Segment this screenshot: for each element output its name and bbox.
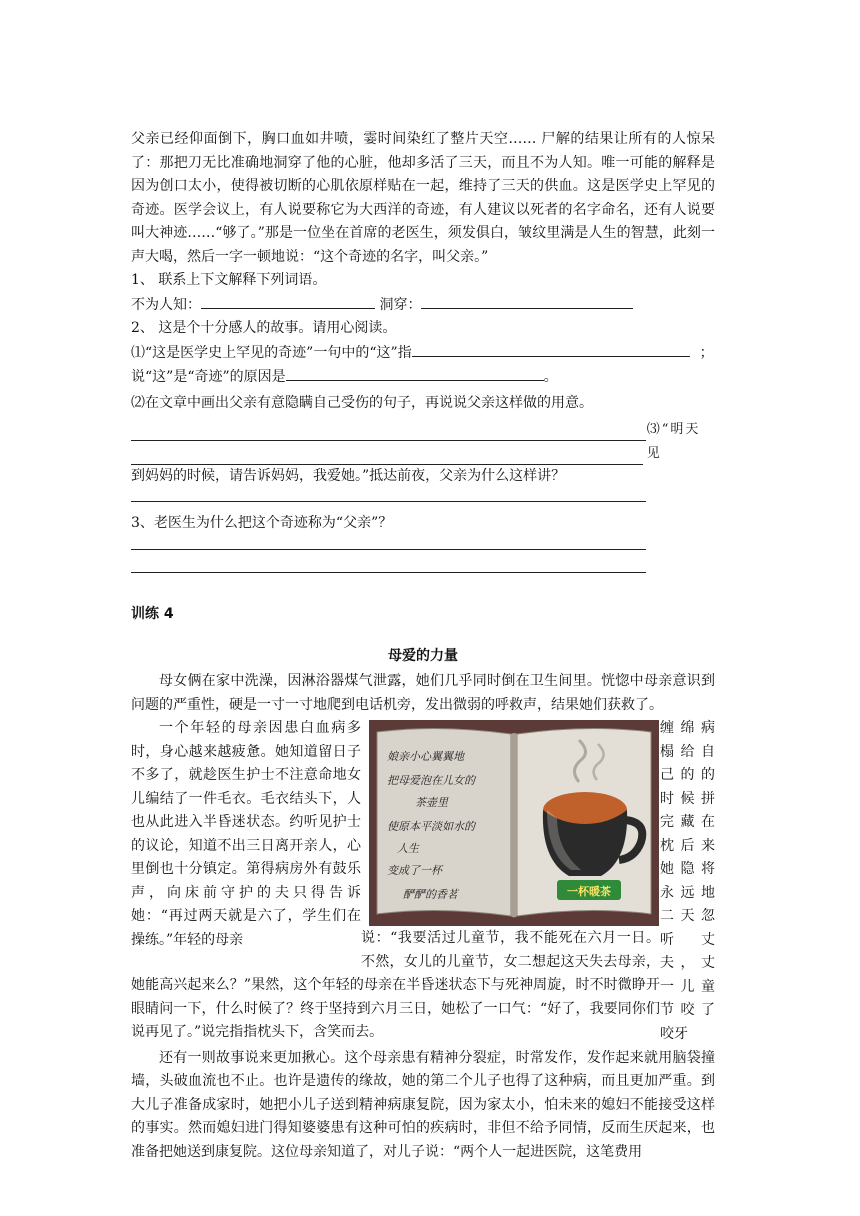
paragraph-2-right: 缠绵病榻给自己的的时候拼完藏在枕后来她隐将永远地二天忽听丈夫，丈一儿童节咬了咬牙 — [660, 720, 715, 1042]
paragraph-2-rest: 说：“我要活过儿童节，我不能死在六月一日。不然，女儿的儿童节，女二想起这天失去母亲，她能高兴起来么？”果然，这个年轻的母亲在半昏迷状态下与死神周旋，时不时微睁开眼睛问一下，什么时候了？终于坚持到六月三日，她松了一口气：“好了，我要同你们说再见了。”说完指指枕头下，含笑而去。 — [131, 930, 660, 1040]
poem-line-1: 娘亲小心翼翼地 — [387, 750, 464, 763]
question-2-1 — [131, 341, 715, 366]
answer-blank-2-1b[interactable] — [286, 365, 544, 381]
question-1: 1、 联系上下文解释下列词语。 — [131, 272, 327, 288]
question-2-1b-text: 说“这”是“奇迹”的原因是 — [131, 369, 286, 385]
paragraph-1: 母女俩在家中洗澡，因淋浴器煤气泄露，她们几乎同时倒在卫生间里。恍惚中母亲意识到问题的严重性，硬是一寸一寸地爬到电话机旁，发出微弱的呼救声，结果她们获救了。 — [131, 673, 715, 713]
paragraph-3: 还有一则故事说来更加揪心。这个母亲患有精神分裂症，时常发作，发作起来就用脑袋撞墙，头破血流也不止。也许是遗传的缘故，她的第二个儿子也得了这种病，而且更加严重。到大儿子准备成家时，她把小儿子送到精神病康复院，因为家太小，怕未来的媳妇不能接受这样的事实。然而媳妇进门得知婆婆患有这种可怕的疾病时，非但不给予同情，反而生厌起来，也准备把她送到康复院。这位母亲知道了，对儿子说：“两个人一起进医院，这笔费用 — [131, 1049, 715, 1160]
answer-line-3a[interactable] — [131, 535, 646, 550]
answer-line-2-3[interactable] — [131, 491, 646, 502]
answer-line-2-2b[interactable] — [131, 444, 643, 465]
punct: ； — [699, 344, 714, 361]
question-2-1-text: ⑴“这是医学史上罕见的奇迹”一句中的“这”指 — [131, 344, 412, 361]
question-2-3: 到妈妈的时候，请告诉妈妈，我爱她。”抵达前夜，父亲为什么这样讲？ — [131, 468, 566, 484]
article-title: 母爱的力量 — [388, 647, 458, 664]
answer-blank-buweirenzhi[interactable] — [201, 293, 375, 309]
question-2-3-lead: ⑶“明天见 — [646, 422, 701, 461]
question-3: 3、老医生为什么把这个奇迹称为“父亲”？ — [131, 514, 393, 531]
paragraph-story-end: 父亲已经仰面倒下，胸口血如井喷，霎时间染红了整片天空…… 尸解的结果让所有的人惊呆了：那把刀无比准确地洞穿了他的心脏，他却多活了三天，而且不为人知。唯一可能的解释是因为创口太小，使得被切断的心肌依原样贴在一起，维持了三天的供血。这是医学史上罕见的奇迹。医学会议上，有人说要称它为大西洋的奇迹，有人建议以死者的名字命名，还有人说要叫大神迹……“够了。”那是一位坐在首席的老医生，须发俱白，皱纹里满是人生的智慧，此刻一声大喝，然后一字一顿地说：“这个奇迹的名字，叫父亲。” — [131, 131, 715, 265]
poem-line-2: 把母爱泡在儿女的 — [387, 774, 475, 787]
paragraph-2-left: 一个年轻的母亲因患白血病多时，身心越来越疲惫。她知道留日子不多了，就趁医生护士不注意命地女儿编结了一件毛衣。毛衣结头下，人也从此进入半昏迷状态。约听见护士的议论，知道不出三日离开亲人，心里倒也十分镇定。第得病房外有鼓乐声，向床前守护的夫只得告诉她：“再过两天就是六了，学生们在操练。”年轻的母亲 — [131, 720, 361, 948]
term-label-dongchuan: 洞穿： — [379, 296, 422, 313]
answer-line-3b[interactable] — [131, 550, 646, 573]
poem-line-3: 茶壶里 — [415, 796, 448, 809]
answer-line-2-2a[interactable] — [131, 419, 646, 441]
question-1-fields — [131, 293, 715, 318]
poem-line-5: 人生 — [397, 842, 419, 855]
tea-cup-book-illustration — [369, 720, 659, 926]
answer-line-2-2b-row — [131, 422, 715, 465]
poem-line-7: 酽酽的香茗 — [403, 888, 458, 901]
term-label-buweirenzhi: 不为人知： — [131, 296, 201, 313]
answer-blank-dongchuan[interactable] — [421, 293, 633, 309]
question-2-2: ⑵在文章中画出父亲有意隐瞒自己受伤的句子，再说说父亲这样做的用意。 — [131, 394, 593, 411]
poem-line-4: 使原本平淡如水的 — [387, 820, 475, 833]
poem-line-6: 变成了一杯 — [387, 864, 442, 877]
answer-blank-2-1a[interactable] — [412, 341, 690, 357]
question-2: 2、 这是个十分感人的故事。请用心阅读。 — [131, 320, 397, 336]
punct: 。 — [543, 369, 558, 385]
section-heading: 训练 4 — [131, 606, 174, 622]
question-2-1b — [131, 365, 715, 390]
document-page — [131, 128, 715, 1164]
tea-badge-label: 一杯暖茶 — [567, 885, 611, 898]
